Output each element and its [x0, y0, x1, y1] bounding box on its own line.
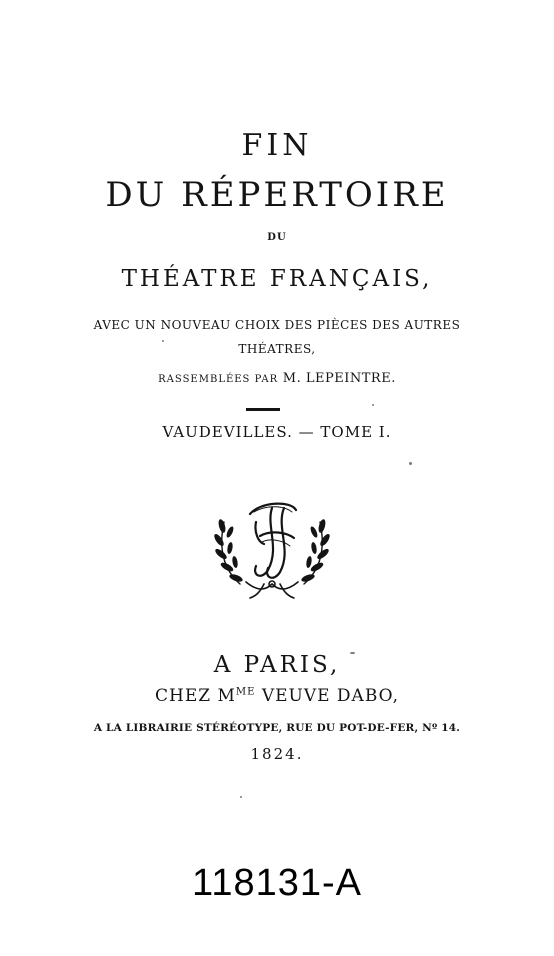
- subtitle-theatres: THÉATRES,: [238, 342, 316, 356]
- editor-prefix: RASSEMBLÉES PAR: [158, 374, 279, 385]
- title-du: DU: [267, 232, 287, 243]
- editor-line: [0, 371, 554, 386]
- library-stamp: 118131-A: [192, 862, 362, 904]
- editor-name: M. LEPEINTRE.: [282, 371, 396, 386]
- imprint-year: 1824.: [250, 745, 304, 763]
- publisher-sup: ME: [235, 686, 256, 698]
- imprint-address: A LA LIBRAIRIE STÉRÉOTYPE, RUE DU POT-DE-FER, Nº 14.: [93, 722, 461, 734]
- title-fin: FIN: [241, 128, 313, 163]
- paper-speck: [372, 404, 374, 406]
- imprint-publisher: [0, 686, 554, 706]
- subtitle-avec: AVEC UN NOUVEAU CHOIX DES PIÈCES DES AUTRES: [93, 318, 461, 332]
- title-repertoire: DU RÉPERTOIRE: [105, 175, 449, 215]
- publisher-name: VEUVE DABO,: [255, 686, 399, 706]
- divider-rule: [246, 408, 280, 411]
- paper-speck: [409, 462, 412, 465]
- paper-speck: [350, 652, 355, 654]
- title-theatre-francais: THÉATRE FRANÇAIS,: [121, 266, 433, 292]
- publisher-prefix: CHEZ M: [155, 686, 236, 706]
- paper-speck: [240, 796, 242, 798]
- imprint-city: A PARIS,: [213, 652, 341, 678]
- paper-speck: [162, 340, 164, 342]
- volume-line: VAUDEVILLES. — TOME I.: [162, 423, 392, 441]
- monogram-wreath-icon: [210, 492, 334, 600]
